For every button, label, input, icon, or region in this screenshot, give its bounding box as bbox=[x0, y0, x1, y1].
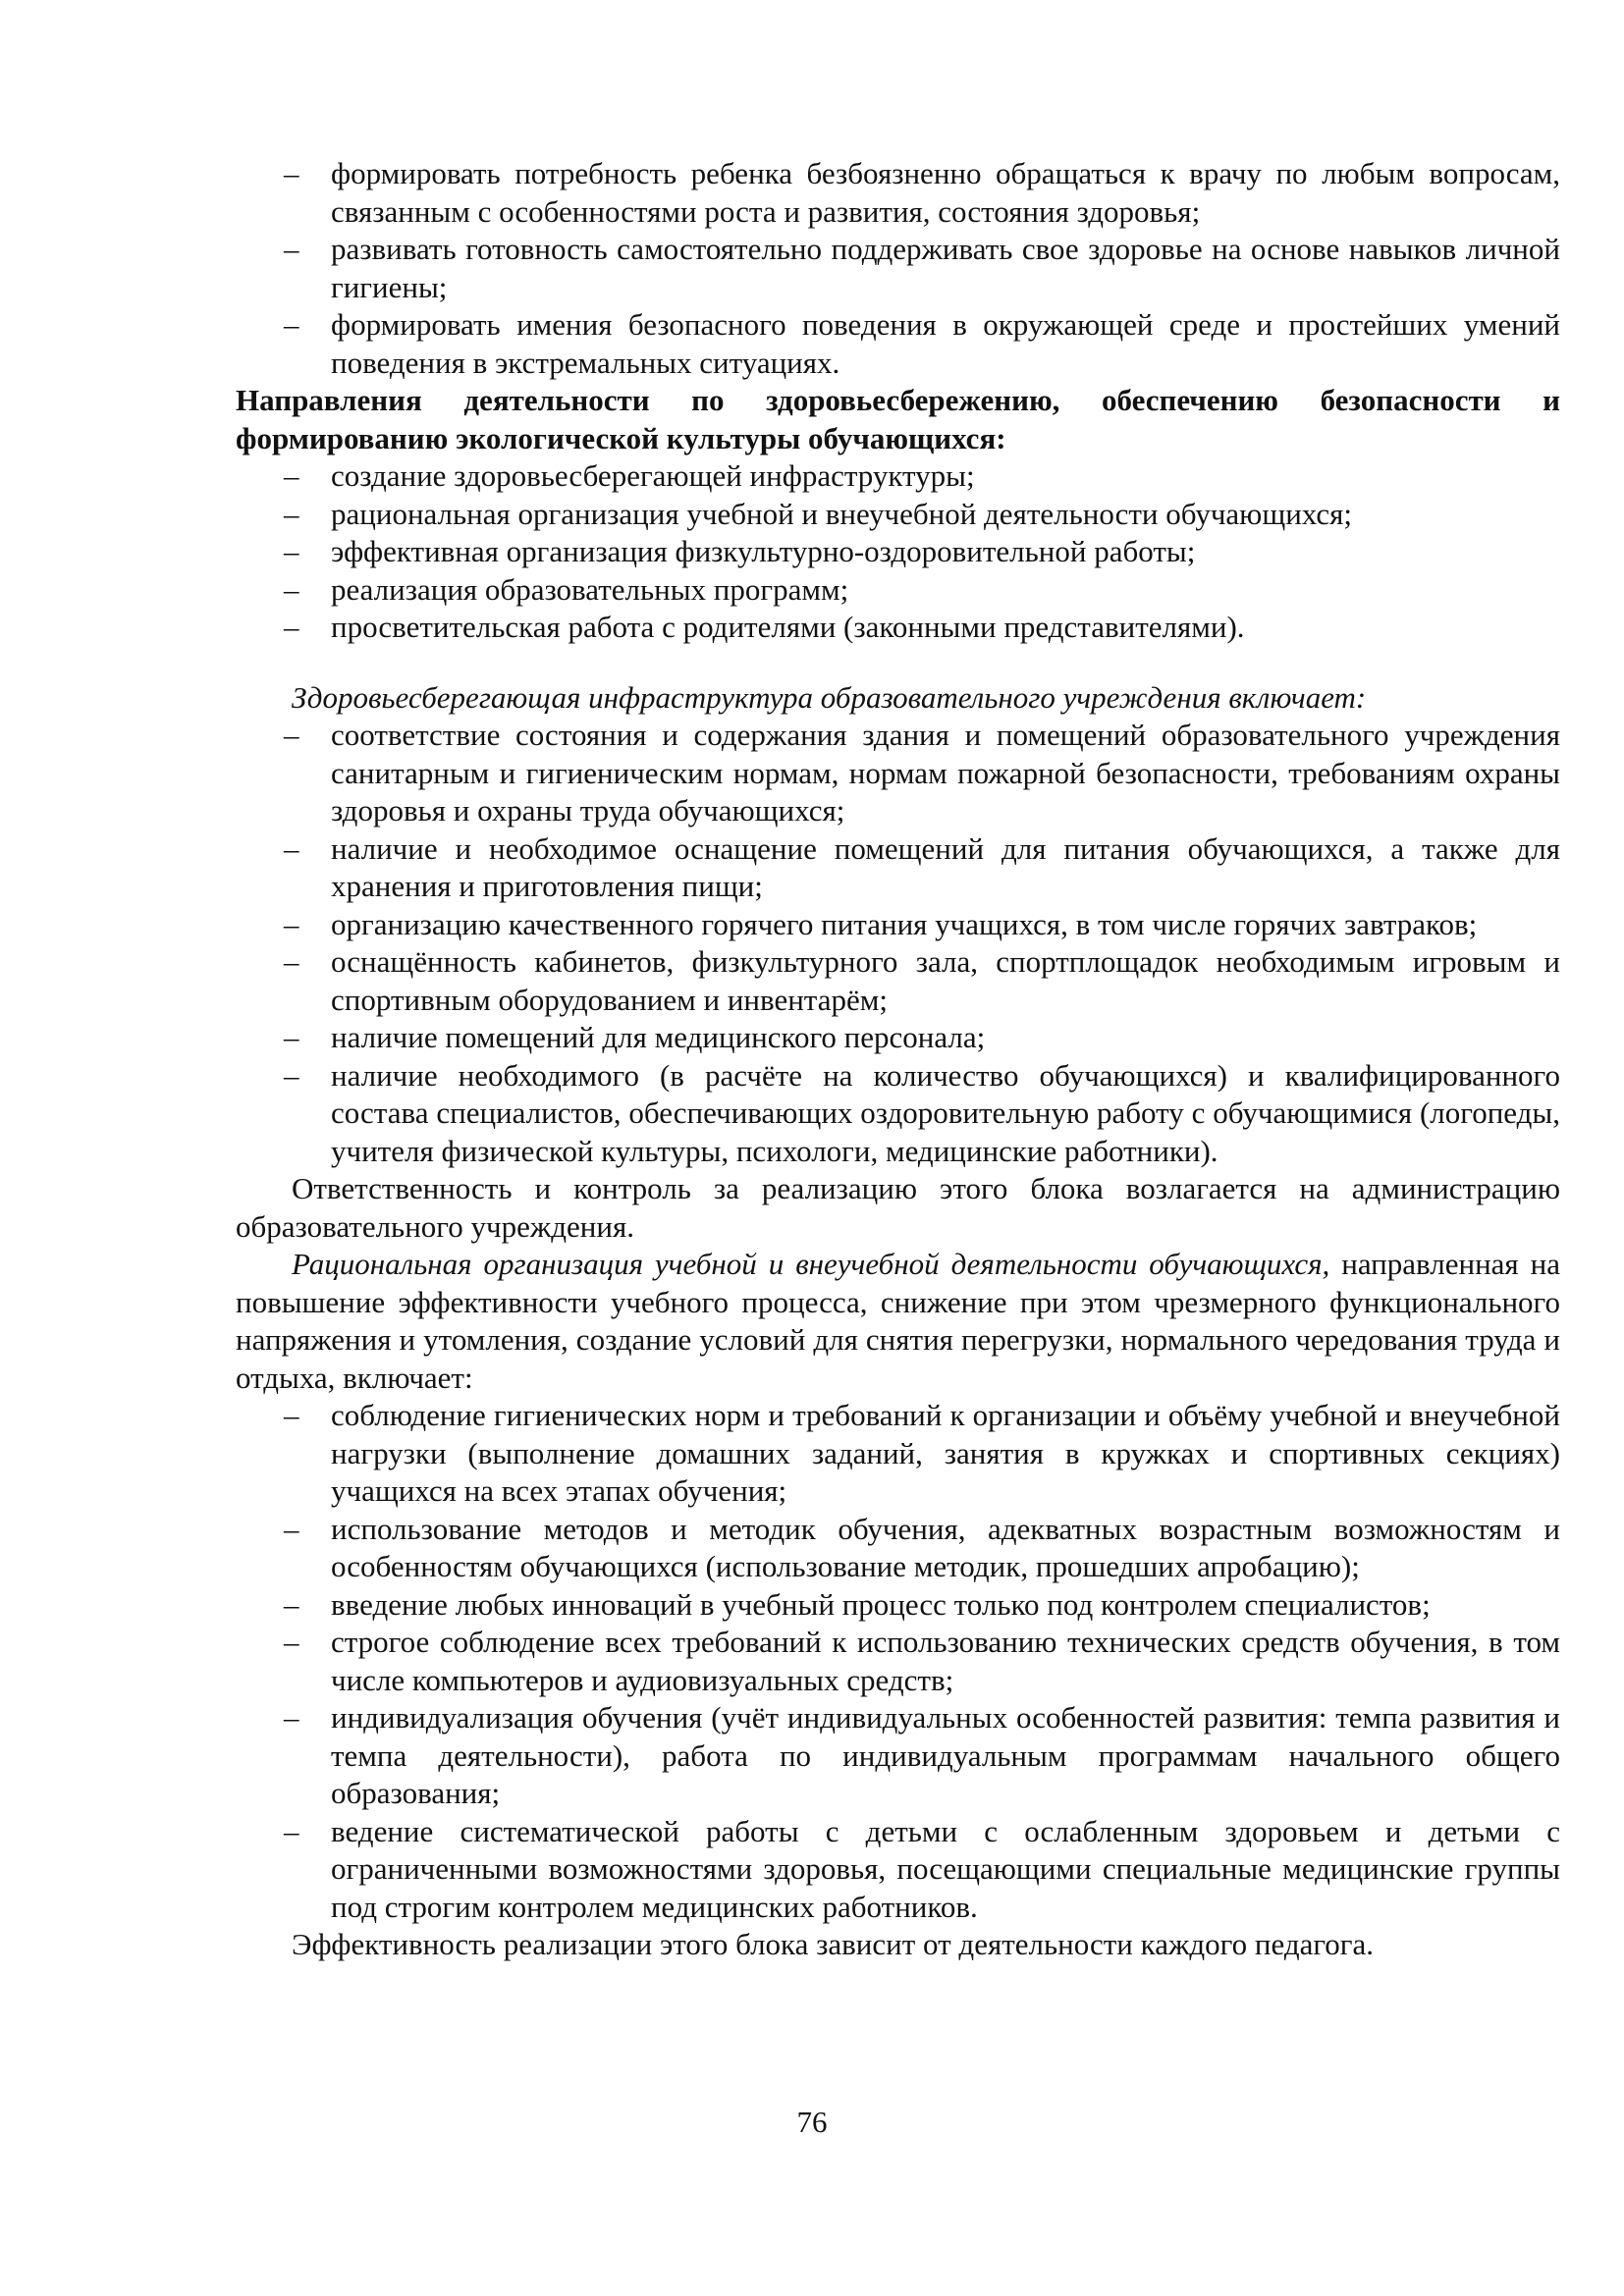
rational-organization-italic: Рациональная организация учебной и внеучебной деятельности обучающихся, bbox=[292, 1247, 1330, 1281]
list-item bbox=[236, 1511, 1560, 1586]
document-page bbox=[236, 155, 1560, 1964]
dash-bullet: – bbox=[284, 718, 299, 752]
directions-list bbox=[236, 457, 1560, 647]
list-item-text: реализация образовательных программ; bbox=[331, 571, 849, 607]
list-item bbox=[236, 1813, 1560, 1927]
list-item-text: ведение систематической работы с детьми с ослабленным здоровьем и детьми с ограниченными возможностями здоровья, посещающими специальные медицинские группы под строгим контролем медицинских работников. bbox=[331, 1813, 1560, 1924]
list-item-text: рациональная организация учебной и внеучебной деятельности обучающихся; bbox=[331, 496, 1353, 531]
list-item-text: организацию качественного горячего питания учащихся, в том числе горячих завтраков; bbox=[331, 906, 1478, 941]
rational-list bbox=[236, 1397, 1560, 1926]
list-item bbox=[236, 830, 1560, 906]
list-item bbox=[236, 906, 1560, 944]
list-item bbox=[236, 155, 1560, 231]
responsibility-paragraph: Ответственность и контроль за реализацию этого блока возлагается на администрацию образовательного учреждения. bbox=[236, 1171, 1560, 1244]
infrastructure-intro: Здоровьесберегающая инфраструктура образовательного учреждения включает: bbox=[292, 679, 1367, 715]
list-item-text: эффективная организация физкультурно-оздоровительной работы; bbox=[331, 534, 1196, 568]
dash-bullet: – bbox=[284, 906, 299, 941]
list-item-text: формировать потребность ребенка безбоязненно обращаться к врачу по любым вопросам, связанным с особенностями роста и развития, состояния здоровья; bbox=[331, 156, 1560, 229]
dash-bullet: – bbox=[284, 232, 299, 266]
page-number: 76 bbox=[796, 2105, 828, 2139]
dash-bullet: – bbox=[284, 1586, 299, 1622]
list-item bbox=[236, 943, 1560, 1019]
list-item-text: оснащённость кабинетов, физкультурного зала, спортплощадок необходимым игровым и спортивным оборудованием и инвентарём; bbox=[331, 944, 1560, 1017]
list-item bbox=[236, 609, 1560, 647]
list-item bbox=[236, 306, 1560, 382]
list-item-text: строгое соблюдение всех требований к использованию технических средств обучения, в том числе компьютеров и аудиовизуальных средств; bbox=[331, 1625, 1560, 1697]
dash-bullet: – bbox=[284, 1020, 299, 1054]
dash-bullet: – bbox=[284, 1511, 299, 1546]
dash-bullet: – bbox=[284, 610, 299, 644]
list-item-text: наличие необходимого (в расчёте на количество обучающихся) и квалифицированного состава специалистов, обеспечивающих оздоровительную работу с обучающимися (логопеды, учителя физической культуры, психологи, медицинские работники). bbox=[331, 1057, 1560, 1168]
infrastructure-list bbox=[236, 717, 1560, 1170]
dash-bullet: – bbox=[284, 1700, 299, 1735]
list-item bbox=[236, 1397, 1560, 1511]
dash-bullet: – bbox=[284, 307, 299, 342]
dash-bullet: – bbox=[284, 458, 299, 493]
dash-bullet: – bbox=[284, 1625, 299, 1659]
dash-bullet: – bbox=[284, 1057, 299, 1093]
list-item bbox=[236, 1586, 1560, 1625]
list-item-text: использование методов и методик обучения, адекватных возрастным возможностям и особенностям обучающихся (использование методик, прошедших апробацию); bbox=[331, 1511, 1560, 1583]
list-item-text: соответствие состояния и содержания здания и помещений образовательного учреждения санитарным и гигиеническим нормам, нормам пожарной безопасности, требованиям охраны здоровья и охраны труда обучающихся; bbox=[331, 718, 1560, 828]
list-item bbox=[236, 457, 1560, 496]
list-item bbox=[236, 1624, 1560, 1699]
list-item bbox=[236, 231, 1560, 306]
dash-bullet: – bbox=[284, 944, 299, 979]
list-item-text: введение любых инноваций в учебный процесс только под контролем специалистов; bbox=[331, 1586, 1431, 1622]
top-bullet-list bbox=[236, 155, 1560, 382]
list-item bbox=[236, 1057, 1560, 1171]
efficiency-paragraph: Эффективность реализации этого блока зависит от деятельности каждого педагога. bbox=[292, 1927, 1375, 1961]
list-item-text: наличие помещений для медицинского персонала; bbox=[331, 1020, 986, 1054]
dash-bullet: – bbox=[284, 534, 299, 568]
rational-organization-paragraph bbox=[236, 1246, 1560, 1397]
list-item bbox=[236, 1699, 1560, 1813]
dash-bullet: – bbox=[284, 156, 299, 190]
list-item bbox=[236, 533, 1560, 571]
list-item-text: создание здоровьесберегающей инфраструктуры; bbox=[331, 458, 975, 493]
rational-organization-text: направленная на повышение эффективности учебного процесса, снижение при этом чрезмерного функционального напряжения и утомления, создание условий для снятия перегрузки, нормального чередования труда и отдыха, включает: bbox=[236, 1247, 1560, 1395]
list-item bbox=[236, 717, 1560, 830]
dash-bullet: – bbox=[284, 1398, 299, 1432]
list-item-text: наличие и необходимое оснащение помещений для питания обучающихся, а также для хранения и приготовления пищи; bbox=[331, 830, 1560, 903]
list-item-text: формировать имения безопасного поведения в окружающей среде и простейших умений поведения в экстремальных ситуациях. bbox=[331, 307, 1560, 380]
list-item-text: просветительская работа с родителями (законными представителями). bbox=[331, 610, 1245, 644]
list-item-text: соблюдение гигиенических норм и требований к организации и объёму учебной и внеучебной нагрузки (выполнение домашних заданий, занятия в кружках и спортивных секциях) учащихся на всех этапах обучения; bbox=[331, 1398, 1560, 1508]
dash-bullet: – bbox=[284, 830, 299, 866]
list-item bbox=[236, 496, 1560, 534]
list-item-text: индивидуализация обучения (учёт индивидуальных особенностей развития: темпа развития и темпа деятельности), работа по индивидуальным программам начального общего образования; bbox=[331, 1700, 1560, 1810]
dash-bullet: – bbox=[284, 496, 299, 531]
directions-heading: Направления деятельности по здоровьесбережению, обеспечению безопасности и формированию экологической культуры обучающихся: bbox=[236, 383, 1560, 455]
list-item bbox=[236, 1019, 1560, 1057]
list-item bbox=[236, 571, 1560, 610]
list-item-text: развивать готовность самостоятельно поддерживать свое здоровье на основе навыков личной гигиены; bbox=[331, 232, 1560, 304]
dash-bullet: – bbox=[284, 571, 299, 607]
dash-bullet: – bbox=[284, 1813, 299, 1848]
